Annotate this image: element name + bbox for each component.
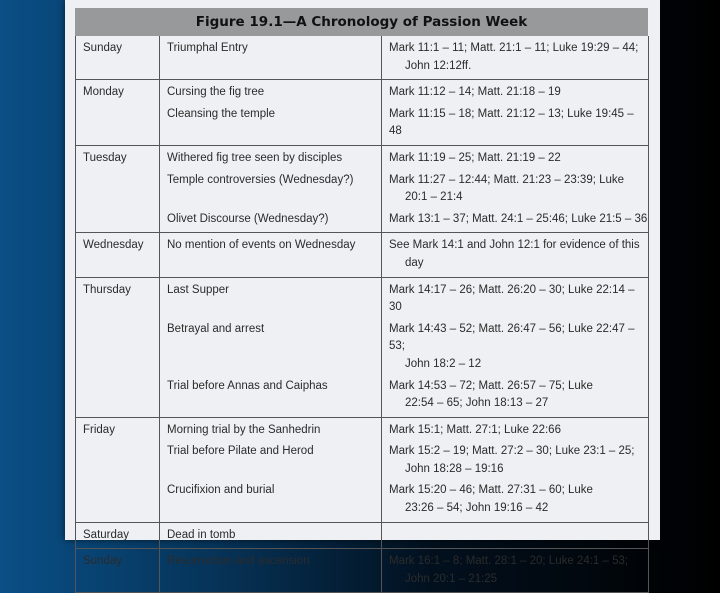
reference-line: Mark 11:15 – 18; Matt. 21:12 – 13; Luke 19:45 – 48 (389, 107, 634, 138)
day-cell: Thursday (76, 277, 160, 417)
chronology-table (75, 36, 649, 593)
event-cell: Temple controversies (Wednesday?) (160, 168, 382, 207)
event-cell: Cleansing the temple (160, 102, 382, 146)
reference-cell (382, 80, 649, 102)
reference-cell (382, 417, 649, 439)
reference-cell (382, 145, 649, 167)
reference-cell (382, 522, 649, 549)
reference-cell (382, 478, 649, 522)
event-cell: Cursing the fig tree (160, 80, 382, 102)
day-cell: Sunday (76, 549, 160, 593)
reference-line: Mark 11:19 – 25; Matt. 21:19 – 22 (389, 151, 561, 164)
reference-line: Mark 16:1 – 8; Matt. 28:1 – 20; Luke 24:1 – 53; (389, 555, 629, 568)
reference-line: day (405, 256, 424, 269)
reference-line: Mark 15:2 – 19; Matt. 27:2 – 30; Luke 23:1 – 25; (389, 445, 635, 458)
day-cell: Saturday (76, 522, 160, 549)
table-row (76, 207, 649, 233)
reference-cell (382, 549, 649, 593)
table-row (76, 522, 649, 549)
document-page (65, 0, 660, 585)
reference-line: John 18:2 – 12 (405, 357, 482, 370)
reference-line: See Mark 14:1 and John 12:1 for evidence of this (389, 239, 640, 252)
day-cell: Wednesday (76, 233, 160, 277)
table-row (76, 417, 649, 439)
table-row (76, 549, 649, 593)
reference-cell (382, 233, 649, 277)
reference-cell (382, 277, 649, 317)
event-cell: Olivet Discourse (Wednesday?) (160, 207, 382, 233)
event-cell: Trial before Pilate and Herod (160, 439, 382, 478)
event-cell: Crucifixion and burial (160, 478, 382, 522)
table-row (76, 102, 649, 146)
table-row (76, 168, 649, 207)
event-cell: Last Supper (160, 277, 382, 317)
event-cell: No mention of events on Wednesday (160, 233, 382, 277)
day-cell: Sunday (76, 36, 160, 80)
event-cell: Betrayal and arrest (160, 317, 382, 374)
reference-line: John 12:12ff. (405, 59, 472, 72)
reference-line: Mark 15:20 – 46; Matt. 27:31 – 60; Luke (389, 484, 593, 497)
reference-line: Mark 11:12 – 14; Matt. 21:18 – 19 (389, 86, 561, 99)
day-cell: Monday (76, 80, 160, 146)
reference-cell (382, 36, 649, 80)
day-cell: Tuesday (76, 145, 160, 232)
reference-cell (382, 317, 649, 374)
table-row (76, 36, 649, 80)
reference-cell (382, 168, 649, 207)
reference-line: Mark 14:17 – 26; Matt. 26:20 – 30; Luke 22:14 – 30 (389, 283, 635, 314)
reference-line: Mark 14:43 – 52; Matt. 26:47 – 56; Luke 22:47 – 53; (389, 322, 635, 353)
reference-line: Mark 15:1; Matt. 27:1; Luke 22:66 (389, 423, 561, 436)
table-row (76, 277, 649, 317)
event-cell: Trial before Annas and Caiphas (160, 374, 382, 418)
figure-title: Figure 19.1—A Chronology of Passion Week (75, 8, 648, 36)
event-cell: Morning trial by the Sanhedrin (160, 417, 382, 439)
reference-line: Mark 11:27 – 12:44; Matt. 21:23 – 23:39; Luke (389, 173, 625, 186)
table-row (76, 80, 649, 102)
event-cell: Withered fig tree seen by disciples (160, 145, 382, 167)
table-row (76, 233, 649, 277)
reference-cell (382, 374, 649, 418)
reference-line: Mark 11:1 – 11; Matt. 21:1 – 11; Luke 19:29 – 44; (389, 42, 639, 54)
reference-line: John 20:1 – 21:25 (405, 572, 498, 585)
table-row (76, 478, 649, 522)
table-row (76, 145, 649, 167)
event-cell: Dead in tomb (160, 522, 382, 549)
reference-line: Mark 14:53 – 72; Matt. 26:57 – 75; Luke (389, 379, 593, 392)
reference-line: John 18:28 – 19:16 (405, 462, 504, 475)
table-row (76, 374, 649, 418)
reference-line: 22:54 – 65; John 18:13 – 27 (405, 397, 549, 410)
reference-line: 20:1 – 21:4 (405, 191, 463, 204)
reference-line: Mark 13:1 – 37; Matt. 24:1 – 25:46; Luke 21:5 – 36 (389, 212, 648, 225)
event-cell: Triumphal Entry (160, 36, 382, 80)
reference-cell (382, 439, 649, 478)
table-row (76, 439, 649, 478)
event-cell: Resurrection and ascension (160, 549, 382, 593)
reference-cell (382, 207, 649, 233)
table-row (76, 317, 649, 374)
day-cell: Friday (76, 417, 160, 522)
reference-line: 23:26 – 54; John 19:16 – 42 (405, 502, 549, 515)
reference-cell (382, 102, 649, 146)
